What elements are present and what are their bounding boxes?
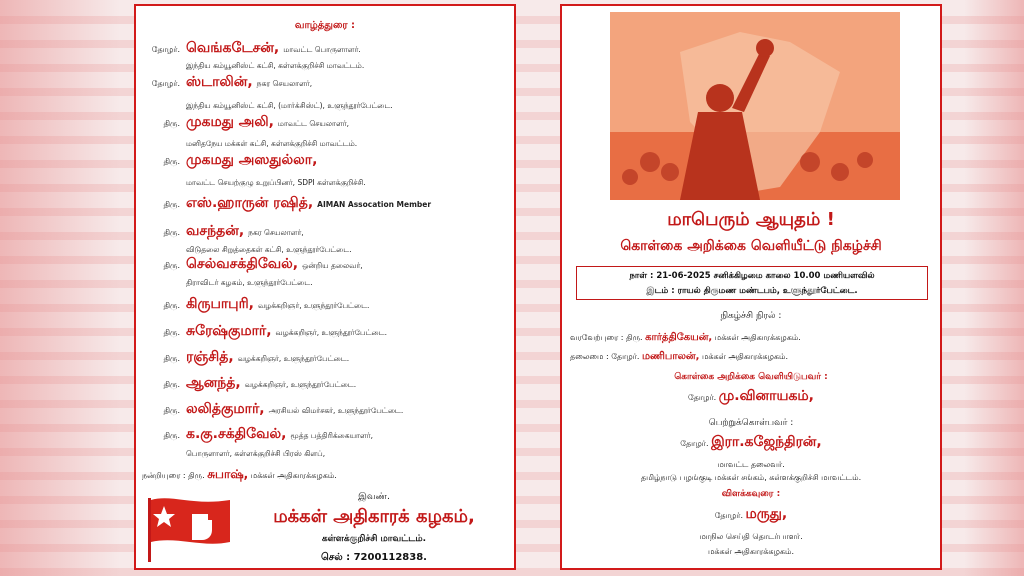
red-flag-fist-logo	[142, 492, 234, 562]
event-subtitle: கொள்கை அறிக்கை வெளியீட்டு நிகழ்ச்சி	[620, 238, 882, 254]
greeting-name-line: திரு. லலித்குமார், அரசியல் விமர்சகர், உளுந்தூர்பேட்டை.	[163, 401, 404, 417]
greeting-name-line: திரு. வசந்தன், நகர செயலாளர்,	[163, 223, 304, 239]
phone-number: செல் : 7200112838.	[321, 552, 427, 563]
greeting-name-line: திரு. ரஞ்சித், வழக்கறிஞர், உளுந்தூர்பேட்டை.	[163, 349, 350, 365]
event-venue: இடம் : ராயல் திருமண மண்டபம், உளுந்தூர்பேட்டை.	[646, 286, 858, 296]
greeting-name-line: தோழர். வெங்கடேசன், மாவட்ட பொருளாளர்.	[151, 40, 361, 56]
greetings-heading: வாழ்த்துரை :	[294, 20, 356, 31]
right-page	[560, 4, 942, 570]
greeting-name-line: திரு. கிருபாபுரி, வழக்கறிஞர், உளுந்தூர்பேட்டை.	[163, 296, 370, 312]
release-person: தோழர். மு.வினாயகம்,	[687, 388, 814, 404]
protest-illustration	[610, 12, 900, 200]
greeting-name-line: திரு. எஸ்.ஹாருன் ரஷித், AIMAN Assocation Member	[163, 195, 432, 211]
explain-person: தோழர். மருது,	[714, 506, 788, 522]
program-heading: நிகழ்ச்சி நிரல் :	[720, 311, 782, 321]
greeting-org: இந்திய கம்யூனிஸ்ட் கட்சி, (மார்க்சிஸ்ட்), உளுந்தூர்பேட்டை.	[186, 101, 393, 110]
greeting-name-line: திரு. க.கு.சக்திவேல், மூத்த பத்திரிக்கையாளர்,	[163, 426, 373, 442]
greeting-name-line: திரு. செல்வசக்திவேல், ஒன்றிய தலைவர்,	[163, 256, 363, 272]
greeting-org: இந்திய கம்யூனிஸ்ட் கட்சி, கள்ளக்குறிச்சி மாவட்டம்.	[186, 61, 365, 70]
greeting-name-line: திரு. ஆனந்த், வழக்கறிஞர், உளுந்தூர்பேட்டை.	[163, 375, 357, 391]
greeting-org: மாவட்ட செயற்குழு உறுப்பினர், SDPI கள்ளக்குறிச்சி.	[186, 178, 366, 187]
main-title: மாபெரும் ஆயுதம் !	[667, 209, 835, 230]
explain-heading: விளக்கவுரை :	[721, 489, 781, 499]
signed-by: இவண்.	[358, 492, 390, 502]
welcome-line: வரவேற்புரை : திரு. கார்த்திகேயன், மக்கள் அதிகாரக்கழகம்.	[570, 332, 801, 343]
greeting-org: விடுதலை சிறுத்தைகள் கட்சி, உளுந்தூர்பேட்டை.	[186, 245, 352, 254]
district: கள்ளக்குறிச்சி மாவட்டம்.	[321, 534, 427, 544]
greeting-name-line: திரு. முகமது அலி, மாவட்ட செயலாளர்,	[163, 114, 350, 130]
greeting-org: திராவிடர் கழகம், உளுந்தூர்பேட்டை.	[186, 278, 313, 287]
left-page	[134, 4, 516, 570]
organization-name: மக்கள் அதிகாரக் கழகம்,	[273, 506, 475, 527]
event-details-box	[576, 266, 928, 300]
release-heading: கொள்கை அறிக்கை வெளியிடுபவர் :	[674, 372, 828, 382]
greeting-org: பொருளாளர், கள்ளக்குறிச்சி பிரஸ் கிளப்,	[186, 449, 326, 458]
receive-role: மாவட்ட தலைவர்.	[717, 460, 785, 469]
chair-line: தலைமை : தோழர். மணிபாலன், மக்கள் அதிகாரக்கழகம்.	[570, 351, 789, 362]
receive-org: தமிழ்நாடு பழங்குடி மக்கள் சங்கம், கள்ளக்குறிச்சி மாவட்டம்.	[640, 473, 862, 482]
event-date: நாள் : 21-06-2025 சனிக்கிழமை காலை 10.00 மணியளவில்	[629, 271, 875, 281]
greeting-name-line: தோழர். ஸ்டாலின், நகர செயலாளர்,	[151, 74, 313, 90]
receive-heading: பெற்றுக்கொள்பவர் :	[708, 418, 794, 428]
greeting-name-line: திரு. முகமது அஸதுல்லா,	[163, 152, 318, 168]
explain-org: மக்கள் அதிகாரக்கழகம்.	[707, 547, 795, 556]
greeting-org: மனிதநேய மக்கள் கட்சி, கள்ளக்குறிச்சி மாவட்டம்.	[186, 139, 358, 148]
vote-of-thanks: நன்றியுரை : திரு. சுபாஷ், மக்கள் அதிகாரக்கழகம்.	[142, 467, 337, 481]
greeting-name-line: திரு. சுரேஷ்குமார், வழக்கறிஞர், உளுந்தூர்பேட்டை.	[163, 323, 387, 339]
explain-role: மாநில செய்தி தொடர்பாளர்.	[699, 532, 803, 541]
receive-person: தோழர். இரா.கஜேந்திரன்,	[680, 434, 822, 450]
